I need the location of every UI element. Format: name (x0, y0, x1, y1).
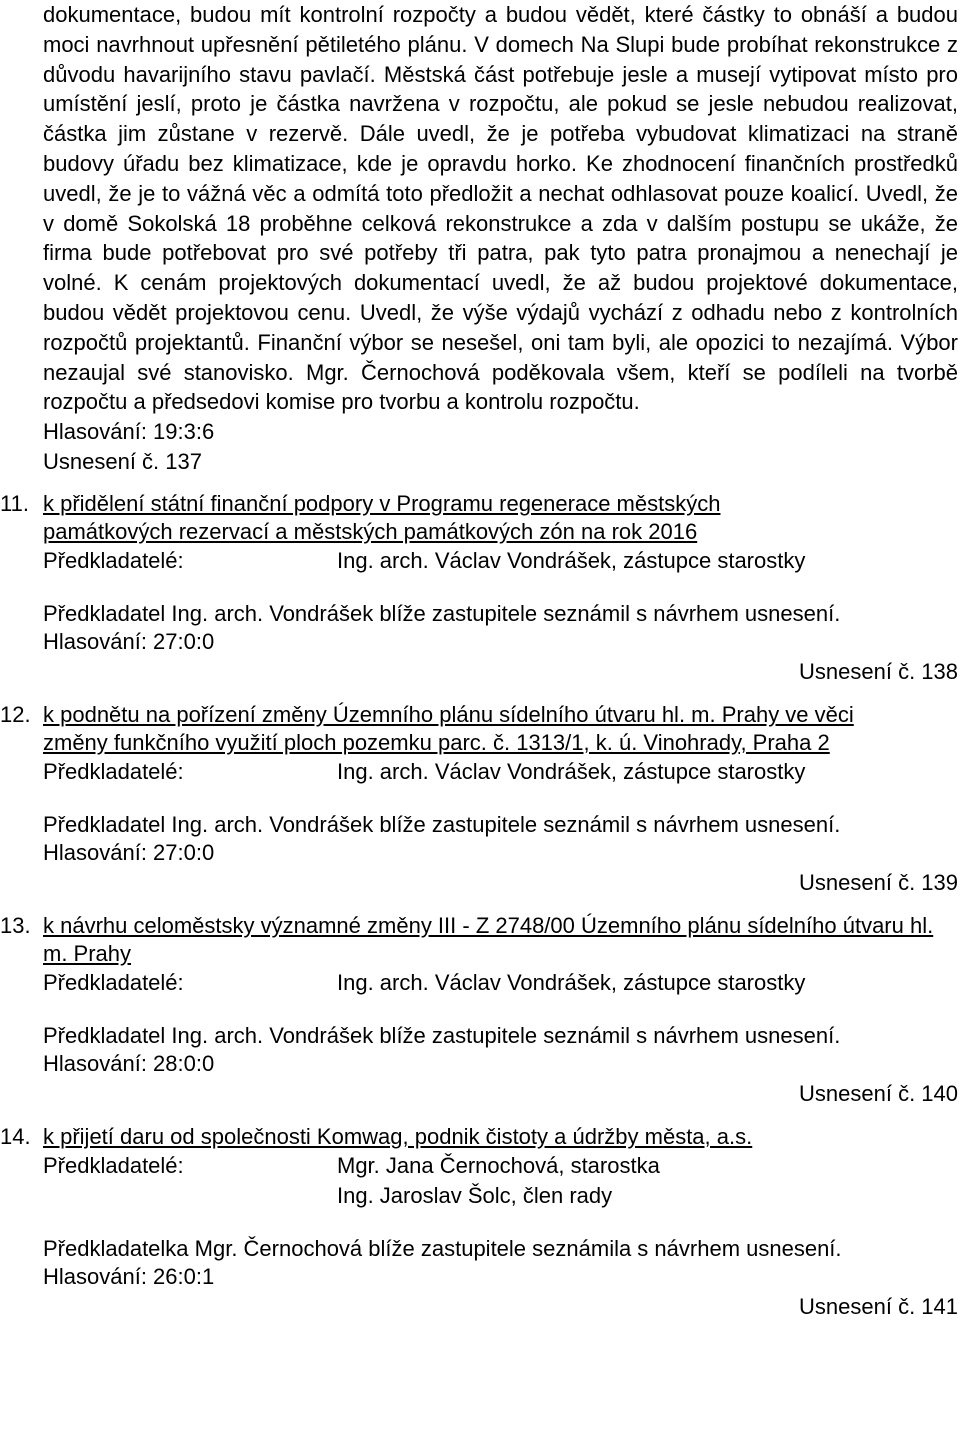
item-title: k podnětu na pořízení změny Územního plánu sídelního útvaru hl. m. Prahy ve věci změny funkčního využití ploch pozemku parc. č. 1313/1, k. ú. Vinohrady, Praha 2 (43, 701, 854, 755)
vote-result: Hlasování: 27:0:0 (43, 840, 215, 866)
vote-result: Hlasování: 27:0:0 (43, 629, 215, 655)
item-number: 13. (0, 912, 31, 938)
intro-section (43, 0, 958, 477)
vote-result: Hlasování: 28:0:0 (43, 1051, 215, 1077)
presenters-list (337, 546, 805, 576)
presenters-row (43, 546, 958, 576)
presenter-name: Ing. arch. Václav Vondrášek, zástupce starostky (337, 547, 806, 573)
presenters-row (43, 968, 958, 998)
agenda-item-11 (0, 490, 958, 687)
item-number: 14. (0, 1123, 31, 1149)
intro-paragraph: dokumentace, budou mít kontrolní rozpočty a budou vědět, které částky to obnáší a budou moci navrhnout upřesnění pětiletého plánu. V domech Na Slupi bude probíhat rekonstrukce z důvodu havarijního stavu pavlačí. Městská část potřebuje jesle a musejí vytipovat místo pro umístění jeslí, proto je částka navržena v rozpočtu, ale pokud se jesle nebudou realizovat, částka jim zůstane v rezervě. Dále uvedl, že je potřeba vybudovat klimatizaci na straně budovy úřadu bez klimatizace, kde je opravdu horko. Ke zhodnocení finančních prostředků uvedl, že je to vážná věc a odmítá toto předložit a nechat odhlasovat pouze koalicí. Uvedl, že v domě Sokolská 18 proběhne celková rekonstrukce a zda v dalším postupu se ukáže, že firma bude potřebovat pro své potřeby tři patra, pak tyto patra pronajmou a nenechají je volné. K cenám projektových dokumentací uvedl, že až budou projektové dokumentace, budou vědět projektovou cenu. Uvedl, že výše výdajů vychází z odhadu nebo z kontrolních rozpočtů projektantů. Finanční výbor se nesešel, oni tam byli, ale opozici to nezajímá. Výbor nezaujal své stanovisko. Mgr. Černochová poděkovala všem, kteří se podíleli na tvorbě rozpočtu a předsedovi komise pro tvorbu a kontrolu rozpočtu. (43, 2, 958, 415)
agenda-item-13 (0, 912, 958, 1109)
presenters-list (337, 1151, 660, 1211)
item-statement: Předkladatelka Mgr. Černochová blíže zastupitele seznámila s návrhem usnesení. (43, 1235, 842, 1261)
agenda-item-12 (0, 701, 958, 898)
item-title: k přijetí daru od společnosti Komwag, podnik čistoty a údržby města, a.s. (43, 1123, 753, 1149)
presenters-label: Předkladatelé: (43, 969, 184, 995)
presenters-label: Předkladatelé: (43, 758, 184, 784)
resolution-number: Usnesení č. 138 (799, 658, 958, 684)
presenters-list (337, 968, 805, 998)
presenter-name: Ing. arch. Václav Vondrášek, zástupce starostky (337, 969, 806, 995)
resolution-number: Usnesení č. 139 (799, 869, 958, 895)
presenters-row (43, 757, 958, 787)
resolution-number: Usnesení č. 140 (799, 1080, 958, 1106)
item-title: k přidělení státní finanční podpory v Programu regenerace městských památkových rezervací a městských památkových zón na rok 2016 (43, 490, 721, 544)
item-number: 12. (0, 701, 31, 727)
presenters-list (337, 757, 805, 787)
presenter-name: Ing. arch. Václav Vondrášek, zástupce starostky (337, 758, 806, 784)
resolution-number: Usnesení č. 137 (43, 449, 202, 475)
item-statement: Předkladatel Ing. arch. Vondrášek blíže zastupitele seznámil s návrhem usnesení. (43, 1022, 841, 1048)
resolution-number: Usnesení č. 141 (799, 1293, 958, 1319)
item-statement: Předkladatel Ing. arch. Vondrášek blíže zastupitele seznámil s návrhem usnesení. (43, 600, 841, 626)
item-title: k návrhu celoměstsky významné změny III - Z 2748/00 Územního plánu sídelního útvaru hl. m. Prahy (43, 912, 934, 966)
presenters-label: Předkladatelé: (43, 1152, 184, 1178)
agenda-item-14 (0, 1123, 958, 1322)
presenters-row (43, 1151, 958, 1211)
vote-result: Hlasování: 19:3:6 (43, 419, 215, 445)
presenter-name: Mgr. Jana Černochová, starostka (337, 1152, 660, 1178)
presenters-label: Předkladatelé: (43, 547, 184, 573)
presenter-name: Ing. Jaroslav Šolc, člen rady (337, 1182, 613, 1208)
vote-result: Hlasování: 26:0:1 (43, 1264, 215, 1290)
item-number: 11. (0, 490, 29, 516)
item-statement: Předkladatel Ing. arch. Vondrášek blíže zastupitele seznámil s návrhem usnesení. (43, 811, 841, 837)
